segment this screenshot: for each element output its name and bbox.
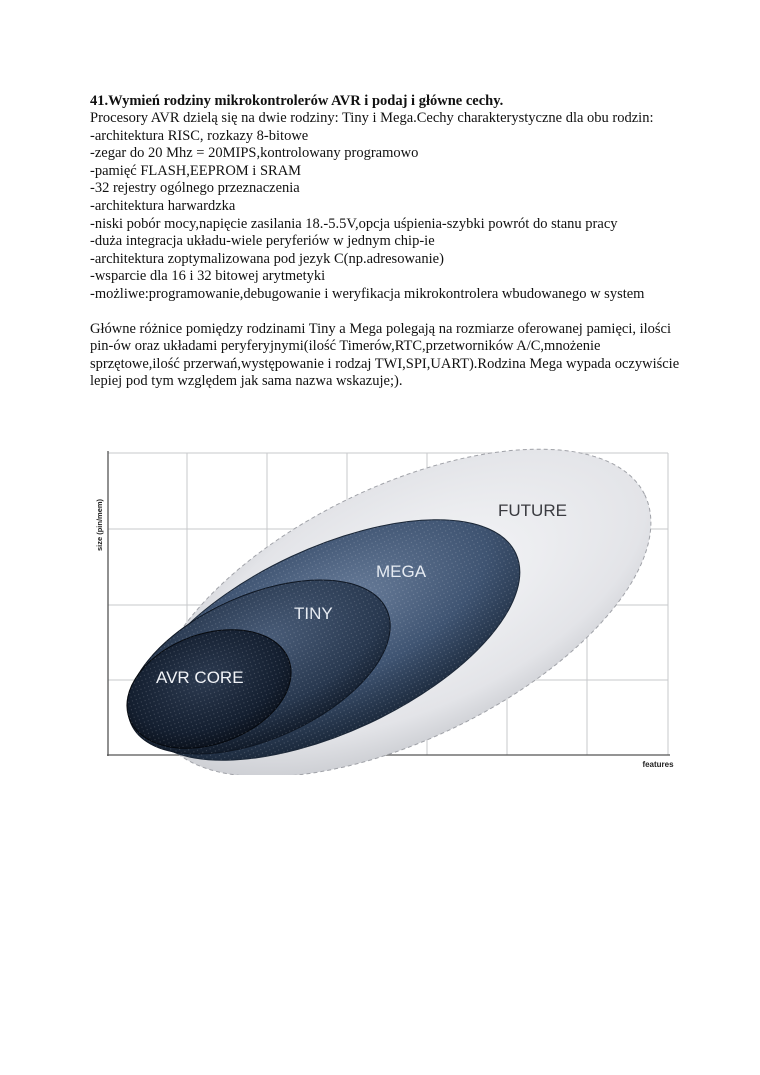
core-label: AVR CORE (156, 668, 244, 687)
list-item: -wsparcie dla 16 i 32 bitowej arytmetyki (90, 268, 326, 285)
differences-paragraph: Główne różnice pomiędzy rodzinami Tiny a Mega polegają na rozmiarze oferowanej pamięci, ilości pin-ów oraz układami peryferyjnymi(ilość Timerów,RTC,przetworników A/C,mnożenie sprzętowe,ilość przerwań,występowanie i rodzaj TWI,SPI,UART).Rodzina Mega wypada oczywiście lepiej pod tym względem jak sama nazwa wskazuje;). (90, 320, 680, 390)
document-body (90, 92, 690, 405)
y-axis-label: size (pin/mem) (95, 498, 104, 552)
list-item: -możliwe:programowanie,debugowanie i weryfikacja mikrokontrolera wbudowanego w system (90, 285, 645, 302)
question-heading: 41.Wymień rodziny mikrokontrolerów AVR i podaj i główne cechy. (90, 93, 504, 109)
list-item: -duża integracja układu-wiele peryferiów w jednym chip-ie (90, 233, 435, 250)
list-item: -32 rejestry ogólnego przeznaczenia (90, 180, 300, 197)
list-item: -niski pobór mocy,napięcie zasilania 18.-5.5V,opcja uśpienia-szybki powrót do stanu pracy (90, 215, 618, 232)
list-item: -architektura RISC, rozkazy 8-bitowe (90, 127, 309, 144)
x-axis-label: features (642, 760, 674, 769)
mega-label: MEGA (376, 562, 427, 581)
list-item: -architektura zoptymalizowana pod jezyk C(np.adresowanie) (90, 250, 444, 267)
features-list (90, 128, 690, 304)
diagram-svg (92, 445, 682, 775)
tiny-label: TINY (294, 604, 333, 623)
future-label: FUTURE (498, 501, 567, 520)
intro-paragraph: Procesory AVR dzielą się na dwie rodziny: Tiny i Mega.Cechy charakterystyczne dla obu rodzin: (90, 110, 654, 126)
avr-families-diagram (92, 445, 682, 775)
list-item: -architektura harwardzka (90, 197, 236, 214)
list-item: -zegar do 20 Mhz = 20MIPS,kontrolowany programowo (90, 145, 419, 162)
list-item: -pamięć FLASH,EEPROM i SRAM (90, 162, 302, 179)
